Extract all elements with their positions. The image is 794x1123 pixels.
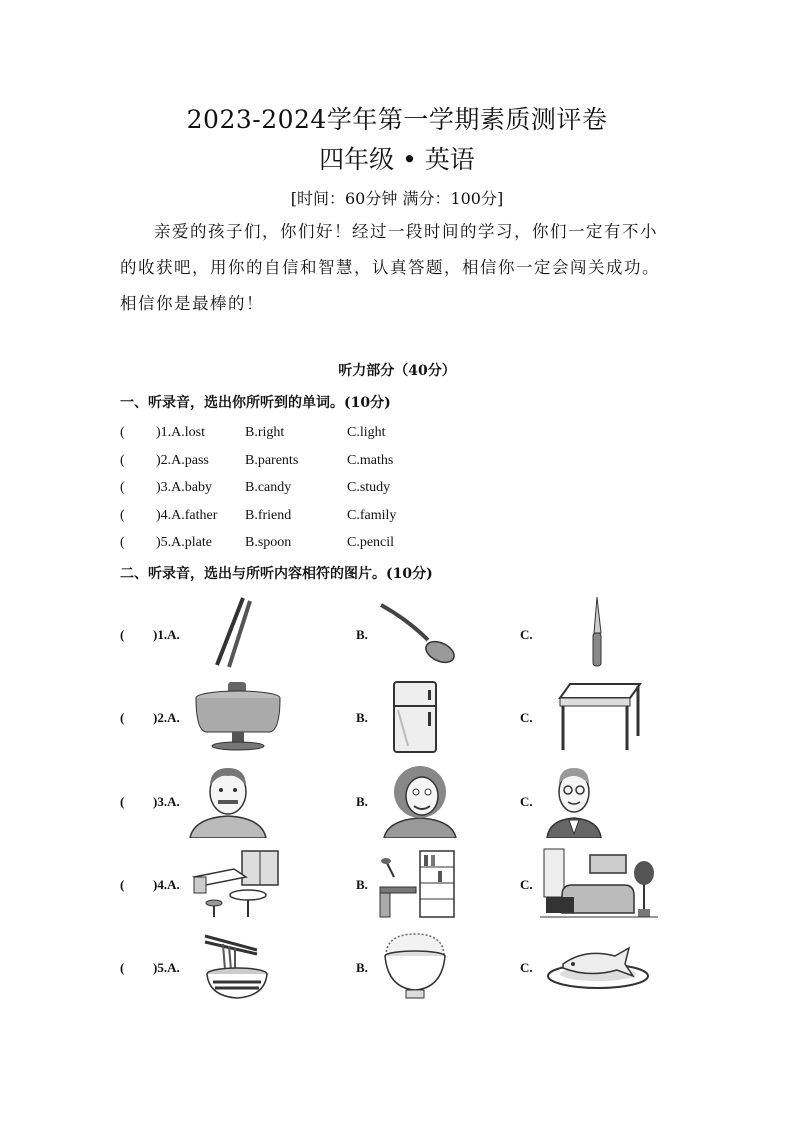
option-c: C.pencil (347, 535, 395, 550)
option-a: )5.A.plate (156, 535, 212, 550)
desk-icon[interactable] (556, 682, 642, 752)
exam-title: 2023-2024学年第一学期素质测评卷 (186, 105, 608, 134)
option-b-label: B. (356, 877, 368, 892)
intro-paragraph (120, 214, 690, 322)
intro-line-2: 的收获吧，用你的自信和智慧，认真答题，相信你一定会闯关成功。 (120, 258, 660, 277)
option-c: C.family (347, 508, 397, 523)
spoon-icon[interactable] (378, 600, 458, 665)
option-b-label: B. (356, 794, 368, 809)
answer-bracket[interactable]: ( (120, 535, 125, 550)
kitchen-icon[interactable] (190, 847, 282, 921)
option-c: C.light (347, 425, 386, 440)
option-a-label: )3.A. (153, 794, 180, 809)
option-c: C.study (347, 480, 391, 495)
father-icon[interactable] (188, 764, 268, 838)
option-a: )2.A.pass (156, 453, 209, 468)
intro-line-1: 亲爱的孩子们，你们好！经过一段时间的学习，你们一定有不小 (154, 222, 658, 241)
picture-question-row (0, 928, 794, 1008)
listening-section-header: 听力部分（40分） (338, 363, 456, 379)
option-b: B.parents (245, 453, 299, 468)
answer-bracket[interactable]: ( (120, 710, 125, 725)
option-b-label: B. (356, 710, 368, 725)
table-with-phone-icon[interactable] (192, 680, 284, 752)
option-b-label: B. (356, 627, 368, 642)
study-room-icon[interactable] (376, 847, 458, 921)
mother-icon[interactable] (382, 764, 458, 838)
option-a-label: )5.A. (153, 960, 180, 975)
option-a: )3.A.baby (156, 480, 212, 495)
option-c-label: C. (520, 794, 533, 809)
knife-icon[interactable] (585, 595, 610, 670)
answer-bracket[interactable]: ( (120, 425, 125, 440)
option-c-label: C. (520, 877, 533, 892)
answer-bracket[interactable]: ( (120, 794, 125, 809)
rice-icon[interactable] (382, 930, 448, 1004)
exam-subtitle: 四年级 • 英语 (319, 145, 475, 174)
answer-bracket[interactable]: ( (120, 508, 125, 523)
living-room-icon[interactable] (540, 847, 658, 921)
option-c: C.maths (347, 453, 394, 468)
fridge-icon[interactable] (390, 680, 440, 754)
option-b: B.candy (245, 480, 292, 495)
option-b: B.friend (245, 508, 292, 523)
part1-title: 一、听录音，选出你所听到的单词。(10分) (120, 395, 391, 411)
option-a: )4.A.father (156, 508, 218, 523)
part2-title: 二、听录音，选出与所听内容相符的图片。(10分) (120, 566, 433, 582)
picture-question-row (0, 678, 794, 758)
option-c-label: C. (520, 627, 533, 642)
intro-line-3: 相信你是最棒的！ (120, 294, 264, 313)
option-b: B.spoon (245, 535, 292, 550)
answer-bracket[interactable]: ( (120, 480, 125, 495)
option-c-label: C. (520, 710, 533, 725)
answer-bracket[interactable]: ( (120, 877, 125, 892)
fish-plate-icon[interactable] (545, 942, 651, 990)
grandpa-icon[interactable] (545, 764, 603, 838)
option-b-label: B. (356, 960, 368, 975)
picture-question-row (0, 845, 794, 925)
exam-info: [时间：60分钟 满分：100分] (290, 189, 504, 208)
option-c-label: C. (520, 960, 533, 975)
picture-question-row (0, 762, 794, 842)
answer-bracket[interactable]: ( (120, 453, 125, 468)
option-b: B.right (245, 425, 285, 440)
answer-bracket[interactable]: ( (120, 960, 125, 975)
option-a: )1.A.lost (156, 425, 205, 440)
option-a-label: )4.A. (153, 877, 180, 892)
option-a-label: )2.A. (153, 710, 180, 725)
chopsticks-icon[interactable] (205, 595, 255, 670)
noodles-icon[interactable] (203, 930, 271, 1004)
picture-question-row (0, 595, 794, 675)
answer-bracket[interactable]: ( (120, 627, 125, 642)
option-a-label: )1.A. (153, 627, 180, 642)
